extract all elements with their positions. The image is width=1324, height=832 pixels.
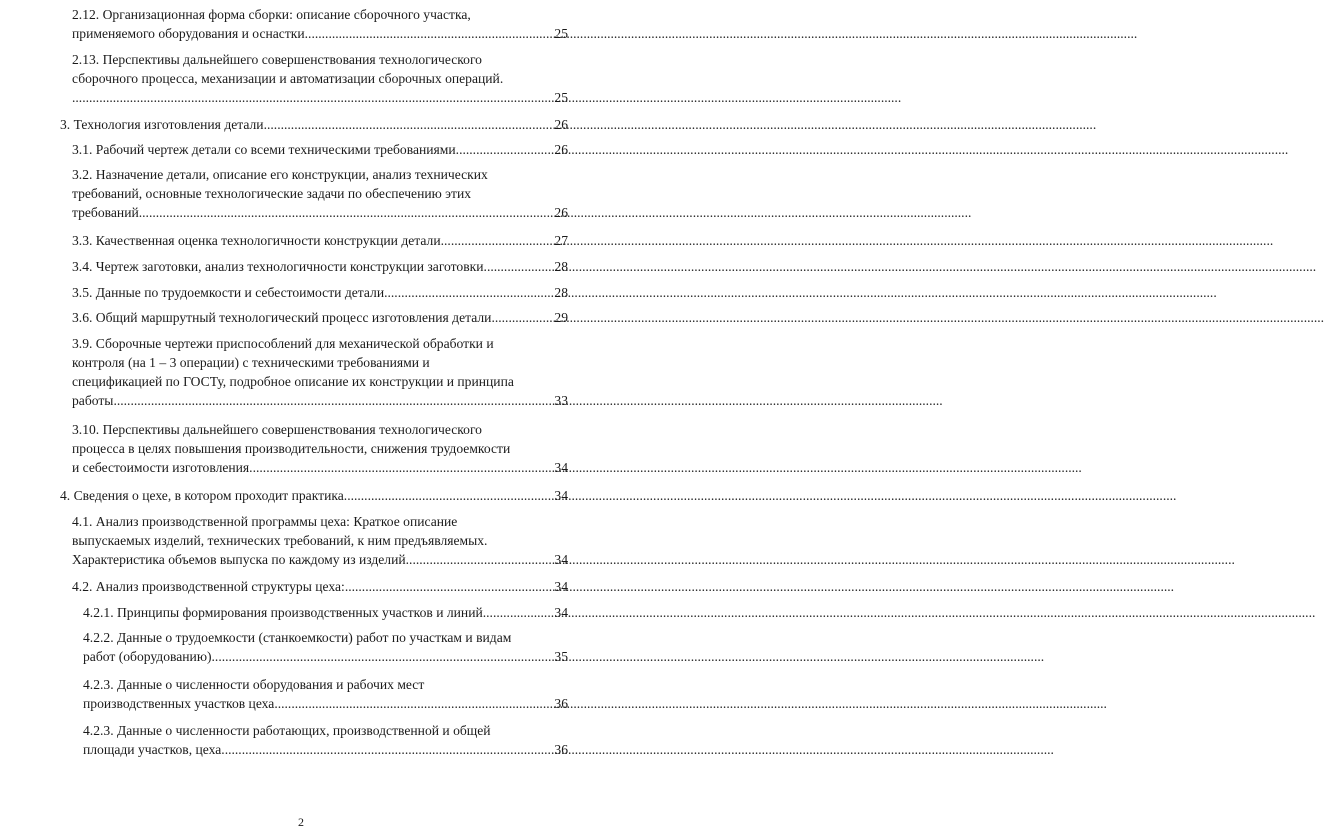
toc-page-number: 36: [554, 742, 568, 757]
toc-dot-leader: [253, 458, 554, 477]
toc-entry-text: сборочного процесса, механизации и автоматизации сборочных операций.: [72, 71, 504, 86]
toc-entry-text: 2.12. Организационная форма сборки: описание сборочного участка,: [72, 7, 471, 22]
toc-entry-last-line: [83, 740, 568, 759]
toc-entry-4-2[interactable]: [72, 577, 568, 596]
toc-entry-text: 3.1. Рабочий чертеж детали со всеми техническими требованиями.: [72, 142, 460, 157]
toc-dot-leader: [142, 203, 553, 222]
toc-entry-last-line: [72, 458, 568, 477]
toc-entry-text: спецификацией по ГОСТу, подробное описание их конструкции и принципа: [72, 374, 514, 389]
toc-entry-last-line: [72, 231, 568, 250]
toc-entry-4[interactable]: [60, 486, 568, 505]
toc-dot-leader: [388, 283, 554, 302]
toc-dot-leader: [406, 550, 554, 569]
toc-entry-text: производственных участков цеха.: [83, 696, 278, 711]
toc-entry-4-1[interactable]: [72, 512, 568, 569]
toc-entry-last-line: [83, 603, 568, 622]
toc-entry-2-12[interactable]: [72, 5, 568, 43]
toc-page-number: 34: [554, 460, 568, 475]
toc-entry-last-line: [72, 257, 568, 276]
toc-entry-last-line: [60, 115, 568, 134]
toc-entry-text: 4.2.2. Данные о трудоемкости (станкоемкости) работ по участкам и видам: [83, 630, 512, 645]
toc-page-number: 26: [554, 142, 568, 157]
toc-page-number: 34: [554, 552, 568, 567]
toc-entry-text: 2.13. Перспективы дальнейшего совершенствования технологического: [72, 52, 482, 67]
toc-entry-text: 3.4. Чертеж заготовки, анализ технологичности конструкции заготовки.: [72, 259, 487, 274]
toc-entry-last-line: [83, 647, 568, 666]
toc-entry-text: 4.2.1. Принципы формирования производственных участков и линий.: [83, 605, 487, 620]
toc-page-number: 27: [554, 233, 568, 248]
toc-entry-text: требований.: [72, 205, 143, 220]
toc-entry-last-line: [72, 88, 568, 107]
toc-entry-3-9[interactable]: [72, 334, 568, 410]
document-page: [0, 0, 602, 832]
toc-dot-leader: [345, 577, 554, 596]
toc-entry-last-line: [83, 694, 568, 713]
toc-page-number: 28: [554, 259, 568, 274]
toc-entry-text: 4.2.3. Данные о численности оборудования и рабочих мест: [83, 677, 425, 692]
toc-entry-text: 4.2.3. Данные о численности работающих, производственной и общей: [83, 723, 491, 738]
toc-dot-leader: [347, 486, 553, 505]
toc-entry-2-13[interactable]: [72, 50, 568, 107]
toc-entry-text: 3. Технология изготовления детали.: [60, 117, 267, 132]
toc-entry-text: 3.3. Качественная оценка технологичности конструкции детали.: [72, 233, 445, 248]
toc-entry-last-line: [72, 308, 568, 327]
toc-entry-text: выпускаемых изделий, технических требований, к ним предъявляемых.: [72, 533, 488, 548]
toc-entry-text: Характеристика объемов выпуска по каждому из изделий: [72, 552, 406, 567]
toc-page-number: 36: [554, 696, 568, 711]
toc-entry-last-line: [72, 140, 568, 159]
toc-page-number: 35: [554, 649, 568, 664]
toc-page-number: 34: [554, 605, 568, 620]
toc-entry-3-5[interactable]: [72, 283, 568, 302]
toc-entry-text: 3.2. Назначение детали, описание его конструкции, анализ технических: [72, 167, 488, 182]
toc-page-number: 25: [554, 26, 568, 41]
toc-entry-text: процесса в целях повышения производительности, снижения трудоемкости: [72, 441, 511, 456]
toc-dot-leader: [225, 740, 554, 759]
toc-entry-3-1[interactable]: [72, 140, 568, 159]
toc-entry-text: 3.10. Перспективы дальнейшего совершенствования технологического: [72, 422, 482, 437]
toc-entry-last-line: [72, 577, 568, 596]
toc-entry-4-2-2[interactable]: [83, 628, 568, 666]
toc-dot-leader: [487, 257, 553, 276]
toc-entry-last-line: [60, 486, 568, 505]
toc-page-number: 34: [554, 579, 568, 594]
toc-dot-leader: [278, 694, 554, 713]
toc-dot-leader: [267, 115, 553, 134]
toc-entry-text: 4. Сведения о цехе, в котором проходит практика.: [60, 488, 348, 503]
toc-entry-3-10[interactable]: [72, 420, 568, 477]
page-number: 2: [298, 815, 304, 829]
toc-entry-3-3[interactable]: [72, 231, 568, 250]
toc-entry-text: требований, основные технологические задачи по обеспечению этих: [72, 186, 472, 201]
toc-dot-leader: [444, 231, 553, 250]
toc-entry-text: применяемого оборудования и оснастки.: [72, 26, 309, 41]
toc-entry-3-2[interactable]: [72, 165, 568, 222]
toc-page-number: 28: [554, 285, 568, 300]
toc-entry-text: контроля (на 1 – 3 операции) с техническими требованиями и: [72, 355, 430, 370]
toc-page-number: 26: [554, 117, 568, 132]
toc-page-number: 29: [554, 310, 568, 325]
toc-page-number: 34: [554, 488, 568, 503]
toc-page-number: 25: [554, 90, 568, 105]
toc-dot-leader: [308, 24, 553, 43]
toc-entry-last-line: [72, 203, 568, 222]
toc-entry-text: 3.5. Данные по трудоемкости и себестоимости детали.: [72, 285, 388, 300]
toc-entry-text: 3.6. Общий маршрутный технологический процесс изготовления детали.: [72, 310, 495, 325]
toc-entry-last-line: [72, 283, 568, 302]
toc-entry-4-2-3b[interactable]: [83, 721, 568, 759]
toc-entry-text: 4.1. Анализ производственной программы цеха: Краткое описание: [72, 514, 458, 529]
toc-entry-4-2-3a[interactable]: [83, 675, 568, 713]
toc-entry-3-6[interactable]: [72, 308, 568, 327]
toc-dot-leader: [495, 308, 554, 327]
toc-entry-text: 3.9. Сборочные чертежи приспособлений для механической обработки и: [72, 336, 494, 351]
toc-entry-last-line: [72, 391, 568, 410]
toc-page-number: 33: [554, 393, 568, 408]
toc-dot-leader: [486, 603, 553, 622]
toc-entry-3[interactable]: [60, 115, 568, 134]
toc-entry-3-4[interactable]: [72, 257, 568, 276]
toc-dot-leader: [215, 647, 553, 666]
toc-entry-text: работ (оборудованию).: [83, 649, 215, 664]
toc-entry-text: работы: [72, 393, 114, 408]
toc-dot-leader: [113, 391, 553, 410]
toc-dot-leader: [459, 140, 553, 159]
toc-entry-text: и себестоимости изготовления.: [72, 460, 253, 475]
toc-entry-text: 4.2. Анализ производственной структуры цеха:: [72, 579, 345, 594]
toc-entry-text: площади участков, цеха.: [83, 742, 225, 757]
toc-dot-leader: [72, 88, 553, 107]
toc-entry-4-2-1[interactable]: [83, 603, 568, 622]
toc-page-number: 26: [554, 205, 568, 220]
toc-entry-last-line: [72, 24, 568, 43]
toc-entry-last-line: [72, 550, 568, 569]
